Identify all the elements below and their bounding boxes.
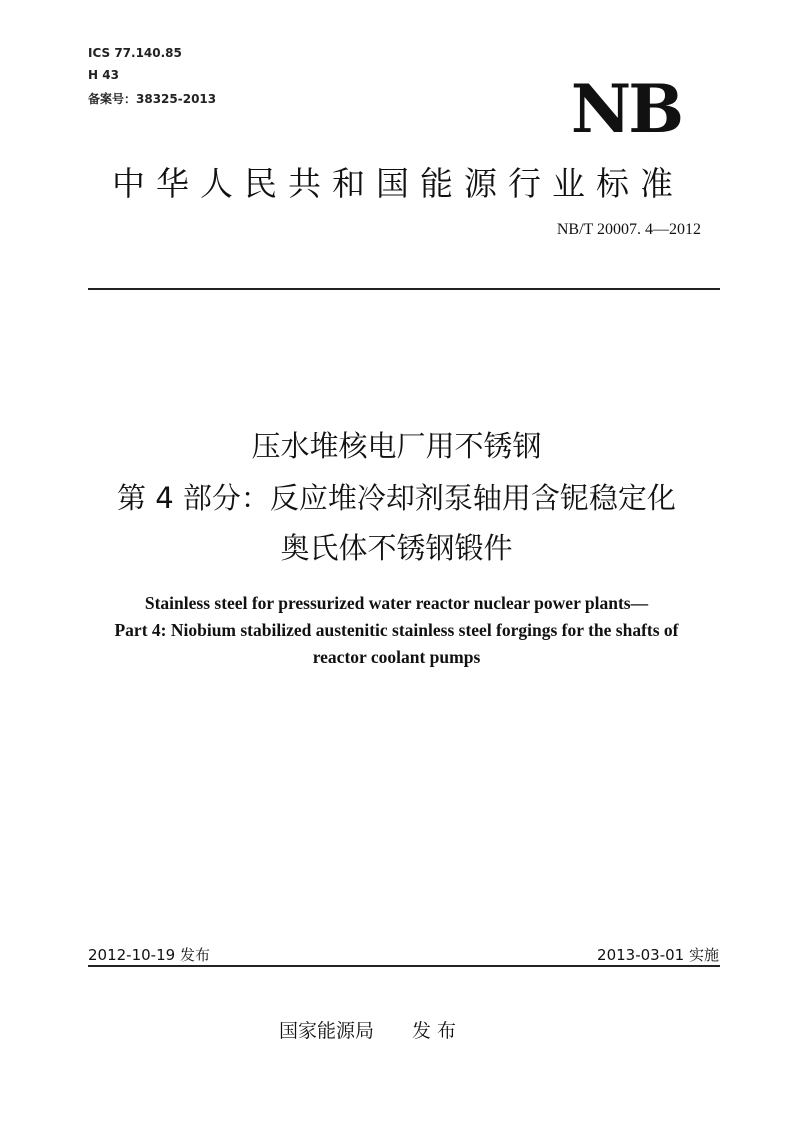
english-title-line-2: Part 4: Niobium stabilized austenitic stainless steel forgings for the shafts of [114, 620, 679, 640]
chinese-title-line-3: 奥氏体不锈钢锻件 [280, 531, 513, 565]
nb-logo: NB [570, 70, 681, 148]
ccs-code: H 43 [88, 68, 119, 82]
english-title-line-1: Stainless steel for pressurized water reactor nuclear power plants— [144, 593, 649, 613]
record-number: 备案号：38325-2013 [88, 92, 217, 106]
implementation-date: 2013-03-01 实施 [597, 946, 719, 964]
industry-standard-title: 中华人民共和国能源行业标准 [112, 164, 684, 203]
bottom-divider [88, 965, 720, 967]
publisher-action: 发 布 [412, 1020, 457, 1042]
chinese-title-line-2: 第 4 部分：反应堆冷却剂泵轴用含铌稳定化 [117, 481, 676, 515]
issue-date: 2012-10-19 发布 [88, 946, 210, 964]
english-title-line-3: reactor coolant pumps [312, 647, 481, 667]
top-divider [88, 288, 720, 290]
publisher-org: 国家能源局 [279, 1020, 375, 1042]
ics-code: ICS 77.140.85 [88, 46, 182, 60]
chinese-title-line-1: 压水堆核电厂用不锈钢 [251, 429, 542, 463]
standard-number: NB/T 20007. 4—2012 [556, 221, 701, 238]
publisher-line [279, 1016, 456, 1043]
